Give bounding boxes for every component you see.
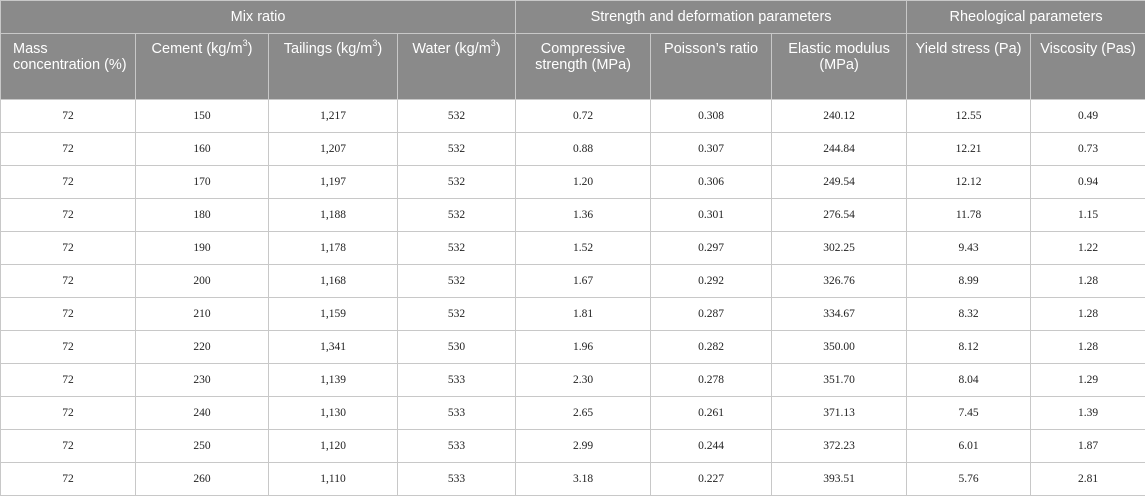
table-cell: 0.282: [651, 331, 772, 364]
table-cell: 8.99: [907, 265, 1031, 298]
column-header-poissons-ratio: [651, 34, 772, 100]
table-cell: 170: [136, 166, 269, 199]
table-cell: 0.278: [651, 364, 772, 397]
column-header-tailings: [269, 34, 398, 100]
column-header-cement: [136, 34, 269, 100]
table-cell: 1,130: [269, 397, 398, 430]
column-header-tail: ): [248, 41, 253, 57]
table-cell: 1,139: [269, 364, 398, 397]
table-cell: 72: [1, 166, 136, 199]
table-cell: 350.00: [772, 331, 907, 364]
table-cell: 72: [1, 133, 136, 166]
table-cell: 1,188: [269, 199, 398, 232]
table-cell: 0.308: [651, 100, 772, 133]
table-cell: 1,207: [269, 133, 398, 166]
table-cell: 8.04: [907, 364, 1031, 397]
table-cell: 72: [1, 331, 136, 364]
table-cell: 1.28: [1031, 298, 1145, 331]
table-cell: 12.55: [907, 100, 1031, 133]
table-cell: 250: [136, 430, 269, 463]
table-cell: 0.292: [651, 265, 772, 298]
table-cell: 532: [398, 166, 516, 199]
table-row: [1, 265, 1145, 298]
column-header-mass-concentration: [1, 34, 136, 100]
table-cell: 1.39: [1031, 397, 1145, 430]
table-cell: 5.76: [907, 463, 1031, 496]
column-header-label: Mass concentration (%): [13, 41, 127, 73]
table-cell: 240.12: [772, 100, 907, 133]
table-cell: 532: [398, 199, 516, 232]
table-cell: 1,178: [269, 232, 398, 265]
table-cell: 220: [136, 331, 269, 364]
table-cell: 72: [1, 232, 136, 265]
table-cell: 1.29: [1031, 364, 1145, 397]
table-cell: 351.70: [772, 364, 907, 397]
column-header-tail: ): [496, 41, 501, 57]
table-cell: 210: [136, 298, 269, 331]
column-header-yield-stress: [907, 34, 1031, 100]
table-cell: 1.52: [516, 232, 651, 265]
table-cell: 326.76: [772, 265, 907, 298]
table-cell: 1.81: [516, 298, 651, 331]
table-body: [1, 100, 1145, 496]
table-cell: 1.28: [1031, 331, 1145, 364]
table-cell: 530: [398, 331, 516, 364]
column-header-elastic-modulus: [772, 34, 907, 100]
table-cell: 1.36: [516, 199, 651, 232]
table-cell: 1.20: [516, 166, 651, 199]
table-cell: 276.54: [772, 199, 907, 232]
table-cell: 0.94: [1031, 166, 1145, 199]
table-cell: 8.12: [907, 331, 1031, 364]
table-cell: 1.15: [1031, 199, 1145, 232]
table-cell: 371.13: [772, 397, 907, 430]
table-cell: 72: [1, 100, 136, 133]
table-cell: 1,341: [269, 331, 398, 364]
table-cell: 72: [1, 265, 136, 298]
table-cell: 1,197: [269, 166, 398, 199]
table-cell: 1,159: [269, 298, 398, 331]
table-cell: 230: [136, 364, 269, 397]
table-cell: 12.12: [907, 166, 1031, 199]
column-header-label: Water (kg/m: [412, 41, 490, 57]
table-cell: 0.73: [1031, 133, 1145, 166]
table-cell: 150: [136, 100, 269, 133]
table-cell: 1.87: [1031, 430, 1145, 463]
table-cell: 1,168: [269, 265, 398, 298]
table-cell: 1.67: [516, 265, 651, 298]
table-cell: 0.227: [651, 463, 772, 496]
table-cell: 72: [1, 364, 136, 397]
table-cell: 0.306: [651, 166, 772, 199]
table-cell: 72: [1, 397, 136, 430]
table-cell: 72: [1, 430, 136, 463]
table-cell: 180: [136, 199, 269, 232]
table-cell: 11.78: [907, 199, 1031, 232]
table-cell: 3.18: [516, 463, 651, 496]
table-cell: 244.84: [772, 133, 907, 166]
column-header-label: Compressive strength (MPa): [535, 41, 631, 73]
table-cell: 533: [398, 463, 516, 496]
table-cell: 2.81: [1031, 463, 1145, 496]
table-cell: 0.88: [516, 133, 651, 166]
column-header-label: Cement (kg/m: [152, 41, 243, 57]
table-cell: 0.297: [651, 232, 772, 265]
table-cell: 72: [1, 463, 136, 496]
table-cell: 302.25: [772, 232, 907, 265]
table-cell: 1.96: [516, 331, 651, 364]
column-header-label: Yield stress (Pa): [916, 41, 1022, 57]
table-cell: 532: [398, 100, 516, 133]
table-row: [1, 232, 1145, 265]
table-row: [1, 331, 1145, 364]
column-header-water: [398, 34, 516, 100]
table-row: [1, 397, 1145, 430]
table-cell: 2.30: [516, 364, 651, 397]
column-header-label: Viscosity (Pas): [1040, 41, 1136, 57]
table-cell: 72: [1, 298, 136, 331]
table-row: [1, 166, 1145, 199]
table-cell: 249.54: [772, 166, 907, 199]
table-cell: 7.45: [907, 397, 1031, 430]
table-cell: 2.65: [516, 397, 651, 430]
table-row: [1, 364, 1145, 397]
group-header-rheological: Rheological parameters: [907, 1, 1145, 34]
table-row: [1, 100, 1145, 133]
column-header-sup: 3: [491, 38, 496, 48]
table-cell: 0.72: [516, 100, 651, 133]
table-cell: 240: [136, 397, 269, 430]
table-cell: 2.99: [516, 430, 651, 463]
table-cell: 1.28: [1031, 265, 1145, 298]
table-cell: 532: [398, 265, 516, 298]
table-cell: 532: [398, 232, 516, 265]
table-row: [1, 430, 1145, 463]
table-cell: 200: [136, 265, 269, 298]
group-header-strength-deformation: Strength and deformation parameters: [516, 1, 907, 34]
table-cell: 532: [398, 133, 516, 166]
table-cell: 12.21: [907, 133, 1031, 166]
table-cell: 0.301: [651, 199, 772, 232]
table-cell: 0.261: [651, 397, 772, 430]
table-cell: 532: [398, 298, 516, 331]
table-cell: 0.307: [651, 133, 772, 166]
column-header-viscosity: [1031, 34, 1145, 100]
table-cell: 1,110: [269, 463, 398, 496]
column-header-sup: 3: [243, 38, 248, 48]
column-header-label: Elastic modulus (MPa): [788, 41, 890, 73]
table-row: [1, 298, 1145, 331]
table-cell: 0.49: [1031, 100, 1145, 133]
column-header-tail: ): [377, 41, 382, 57]
column-header-label: Tailings (kg/m: [284, 41, 373, 57]
table-cell: 6.01: [907, 430, 1031, 463]
table-cell: 533: [398, 430, 516, 463]
table-cell: 1,120: [269, 430, 398, 463]
column-header-compressive-strength: [516, 34, 651, 100]
column-header-label: Poisson’s ratio: [664, 41, 758, 57]
table-cell: 0.287: [651, 298, 772, 331]
table-row: [1, 199, 1145, 232]
table-cell: 160: [136, 133, 269, 166]
table-cell: 260: [136, 463, 269, 496]
column-header-row: [1, 34, 1145, 100]
table-cell: 72: [1, 199, 136, 232]
table-cell: 372.23: [772, 430, 907, 463]
table-cell: 8.32: [907, 298, 1031, 331]
table-row: [1, 133, 1145, 166]
table-cell: 334.67: [772, 298, 907, 331]
table-cell: 1,217: [269, 100, 398, 133]
table-cell: 190: [136, 232, 269, 265]
table-cell: 1.22: [1031, 232, 1145, 265]
table-cell: 533: [398, 397, 516, 430]
table-cell: 0.244: [651, 430, 772, 463]
table-cell: 393.51: [772, 463, 907, 496]
table-cell: 533: [398, 364, 516, 397]
group-header-mix-ratio: Mix ratio: [1, 1, 516, 34]
table-row: [1, 463, 1145, 496]
column-header-sup: 3: [372, 38, 377, 48]
group-header-row: [1, 1, 1145, 34]
table-cell: 9.43: [907, 232, 1031, 265]
